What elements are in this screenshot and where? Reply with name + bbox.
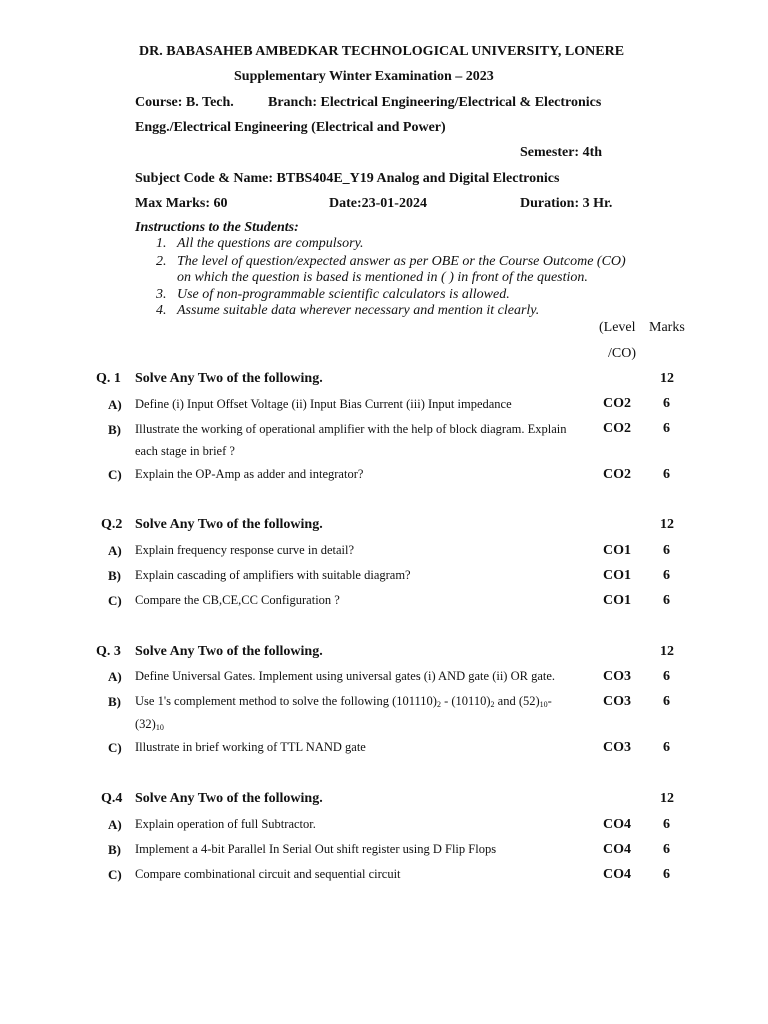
part-text: Compare combinational circuit and sequential circuit [135,867,401,881]
part-label: C) [108,467,122,482]
max-marks: Max Marks: 60 [135,196,228,211]
part-marks: 6 [663,669,670,684]
part-text-continued: $(32)_{10}$ [135,717,164,732]
part-marks: 6 [663,396,670,411]
part-label: B) [108,422,121,437]
question-number: Q.4 [101,791,123,806]
part-marks: 6 [663,467,670,482]
question-title: Solve Any Two of the following. [135,371,323,386]
co-level: CO3 [603,669,631,684]
part-marks: 6 [663,568,670,583]
part-marks: 6 [663,593,670,608]
instruction-text: Assume suitable data wherever necessary and mention it clearly. [177,303,540,318]
part-marks: 6 [663,842,670,857]
co-level: CO3 [603,694,631,709]
part-text-continued: each stage in brief ? [135,444,235,458]
part-marks: 6 [663,817,670,832]
part-label: A) [108,669,122,684]
subject: Subject Code & Name: BTBS404E_Y19 Analog and Digital Electronics [135,171,560,186]
part-text: Explain frequency response curve in detail? [135,543,355,557]
instruction-number: 1. [156,236,167,251]
instruction-text: on which the question is based is mentioned in ( ) in front of the question. [177,270,588,285]
instructions-title: Instructions to the Students: [135,220,299,235]
instruction-number: 2. [156,254,167,269]
co-level: CO2 [603,396,631,411]
instruction-text: All the questions are compulsory. [177,236,364,251]
co-level: CO4 [603,817,631,832]
question-marks: 12 [660,791,674,806]
exam-title: Supplementary Winter Examination – 2023 [234,69,494,84]
co-level: CO1 [603,543,631,558]
part-text: Define Universal Gates. Implement using universal gates (i) AND gate (ii) OR gate. [135,669,556,683]
co-level: CO2 [603,467,631,482]
part-marks: 6 [663,421,670,436]
question-title: Solve Any Two of the following. [135,517,323,532]
question-marks: 12 [660,517,674,532]
question-title: Solve Any Two of the following. [135,644,323,659]
level-column-heading: (Level [599,320,636,335]
instruction-number: 3. [156,287,167,302]
part-text: Explain cascading of amplifiers with suitable diagram? [135,568,411,582]
instruction-text: The level of question/expected answer as per OBE or the Course Outcome (CO) [177,254,626,269]
question-number: Q.2 [101,517,123,532]
course: Course: B. Tech. [135,95,234,110]
part-label: C) [108,740,122,755]
part-text: Compare the CB,CE,CC Configuration ? [135,593,340,607]
co-level: CO2 [603,421,631,436]
part-label: B) [108,694,121,709]
duration: Duration: 3 Hr. [520,196,613,211]
co-level: CO1 [603,568,631,583]
part-text: Illustrate in brief working of TTL NAND gate [135,740,366,754]
part-marks: 6 [663,694,670,709]
part-label: B) [108,842,121,857]
question-title: Solve Any Two of the following. [135,791,323,806]
co-level: CO1 [603,593,631,608]
part-marks: 6 [663,740,670,755]
exam-date: Date:23-01-2024 [329,196,427,211]
co-level: CO3 [603,740,631,755]
instruction-text: Use of non-programmable scientific calculators is allowed. [177,287,510,302]
branch-line-1: Branch: Electrical Engineering/Electrical & Electronics [268,95,602,110]
part-text: Implement a 4-bit Parallel In Serial Out shift register using D Flip Flops [135,842,497,856]
level-column-heading-2: /CO) [608,346,636,361]
marks-column-heading: Marks [649,320,685,335]
branch-line-2: Engg./Electrical Engineering (Electrical and Power) [135,120,446,135]
part-text: Explain operation of full Subtractor. [135,817,316,831]
part-label: A) [108,817,122,832]
question-number: Q. 1 [96,371,121,386]
question-marks: 12 [660,371,674,386]
part-text: Explain the OP-Amp as adder and integrator? [135,467,364,481]
part-marks: 6 [663,543,670,558]
question-marks: 12 [660,644,674,659]
co-level: CO4 [603,842,631,857]
part-label: A) [108,543,122,558]
question-number: Q. 3 [96,644,121,659]
part-label: A) [108,397,122,412]
semester: Semester: 4th [520,145,603,160]
part-text: Use 1's complement method to solve the following $(101110)_2 - (10110)_2$ and $(52)_{10}-$ [135,694,552,709]
co-level: CO4 [603,867,631,882]
instruction-number: 4. [156,303,167,318]
part-label: C) [108,593,122,608]
part-label: B) [108,568,121,583]
university-name: DR. BABASAHEB AMBEDKAR TECHNOLOGICAL UNIVERSITY, LONERE [139,44,625,59]
part-text: Illustrate the working of operational amplifier with the help of block diagram. Explain [135,422,567,436]
part-text: Define (i) Input Offset Voltage (ii) Input Bias Current (iii) Input impedance [135,397,512,411]
part-marks: 6 [663,867,670,882]
part-label: C) [108,867,122,882]
